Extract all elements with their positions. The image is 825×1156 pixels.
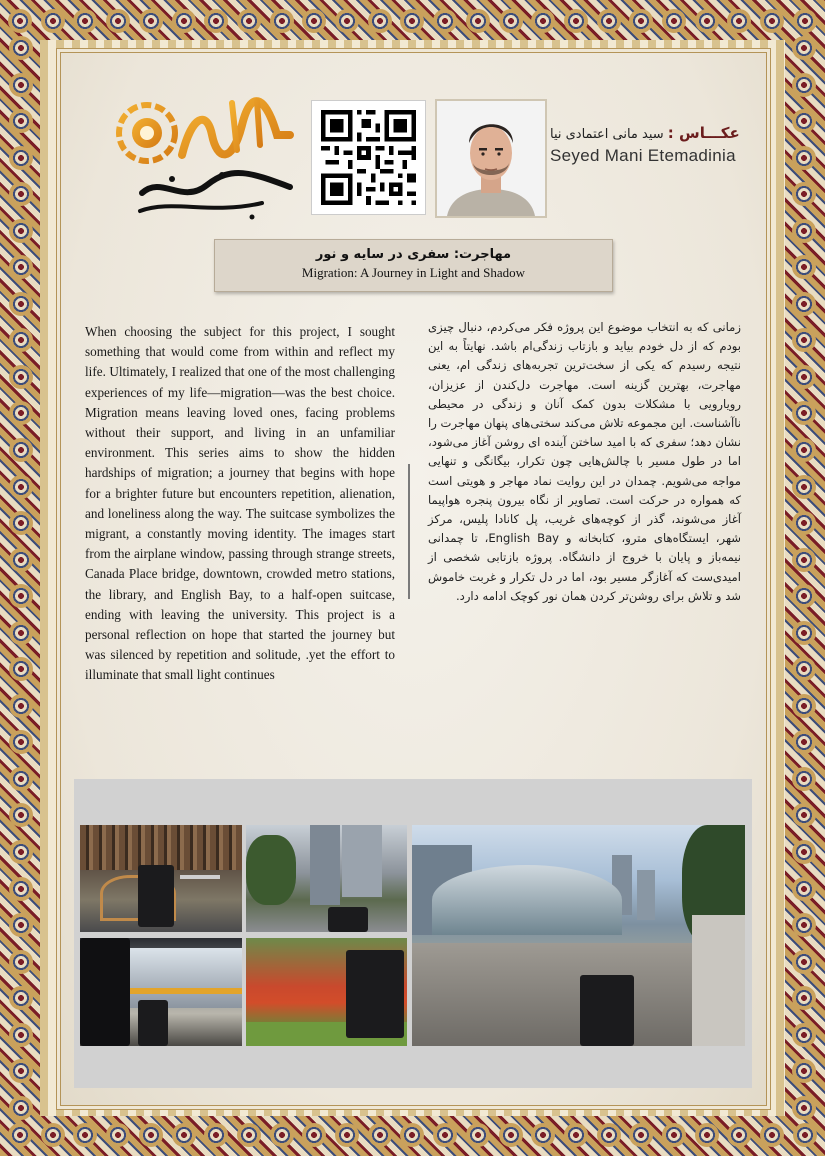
title-fa: مهاجرت: سفری در سایه و نور [315,247,512,262]
canada-place-photo [412,825,745,1046]
darolfonoon-logo [112,95,302,220]
column-divider [408,464,410,599]
photographer-portrait [435,99,547,218]
ornamental-border-bottom [8,1120,817,1150]
photo-gallery [74,779,752,1088]
street-photo [246,825,407,932]
ornamental-border-top [8,6,817,36]
logo-emblem-icon [112,95,302,220]
credit-name-en: Seyed Mani Etemadinia [550,146,736,165]
credit-fa [550,124,740,142]
title-box [214,239,613,292]
photographer-credit [550,124,750,166]
ornamental-border-right [789,36,819,1120]
library-photo [80,825,242,932]
ornamental-border-left [6,36,36,1120]
qr-code[interactable] [311,100,426,215]
statement-en: When choosing the subject for this project, I sought something that would come from within and reflect my life. Ultimately, I realized that one of the most challenging experiences of my life—migration—was the best choice. Migration means leaving loved ones, facing problems without their support, and living in an unfamiliar environment. This series aims to show the hidden hardships of migration; a journey that begins with hope for a brighter future but encounters repetition, alienation, and loneliness along the way. The suitcase symbolizes the migrant, a constantly moving identity. The images start from the airplane window, passing through strange streets, Canada Place bridge, downtown, crowded metro stations, the library, and English Bay, to a half-open suitcase, ending with leaving the university. This project is a personal reflection on hope that started the journey but was silenced by repetition and solitude, .yet the effort to illuminate that small light continues [85,324,395,683]
statement-fa: زمانی که به انتخاب موضوع این پروژه فکر می‌کردم، دنبال چیزی بودم که از دل خودم بیاید و بازتاب زندگی‌ام باشد. نهایتاً به این نتیجه رسیدم که یکی از سخت‌ترین تجربه‌های زندگی ام، یعنی مهاجرت، بهترین گزینه است. مهاجرت دل‌کندن از عزیزان، رویارویی با مشکلات بدون کمک آنان و زندگی در محیطی ناآشناست. این مجموعه تلاش می‌کند سختی‌های پنهان مهاجرت را نشان دهد؛ سفری که با امید ساختن آینده ای روشن آغاز می‌شود، اما در طول مسیر با چالش‌هایی چون تکرار، بیگانگی و تنهایی مواجه می‌شویم. چمدان در این روایت نماد مهاجر و هویتی است که همواره در حرکت است. تصاویر از نگاه بیرون پنجره هواپیما آغاز می‌شوند، گذر از کوچه‌های غریب، پل کانادا پلیس، مرکز شهر، ایستگاه‌های مترو، کتابخانه و English Bay، تا چمدانی نیمه‌باز و پایان با خروج از دانشگاه. پروژه بازتابی شخصی از امیدی‌ست که آغازگر مسیر بود، اما در دل تکرار و غربت خاموش شد و تلاش برای روشن‌تر کردن همان نور کوچک ادامه دارد. [428,320,741,603]
credit-label: عکـــاس : [667,124,740,142]
metro-photo [80,938,242,1046]
flowerbed-photo [246,938,407,1046]
credit-name-fa: سید مانی اعتمادی نیا [550,127,664,142]
title-en: Migration: A Journey in Light and Shadow [301,265,526,280]
